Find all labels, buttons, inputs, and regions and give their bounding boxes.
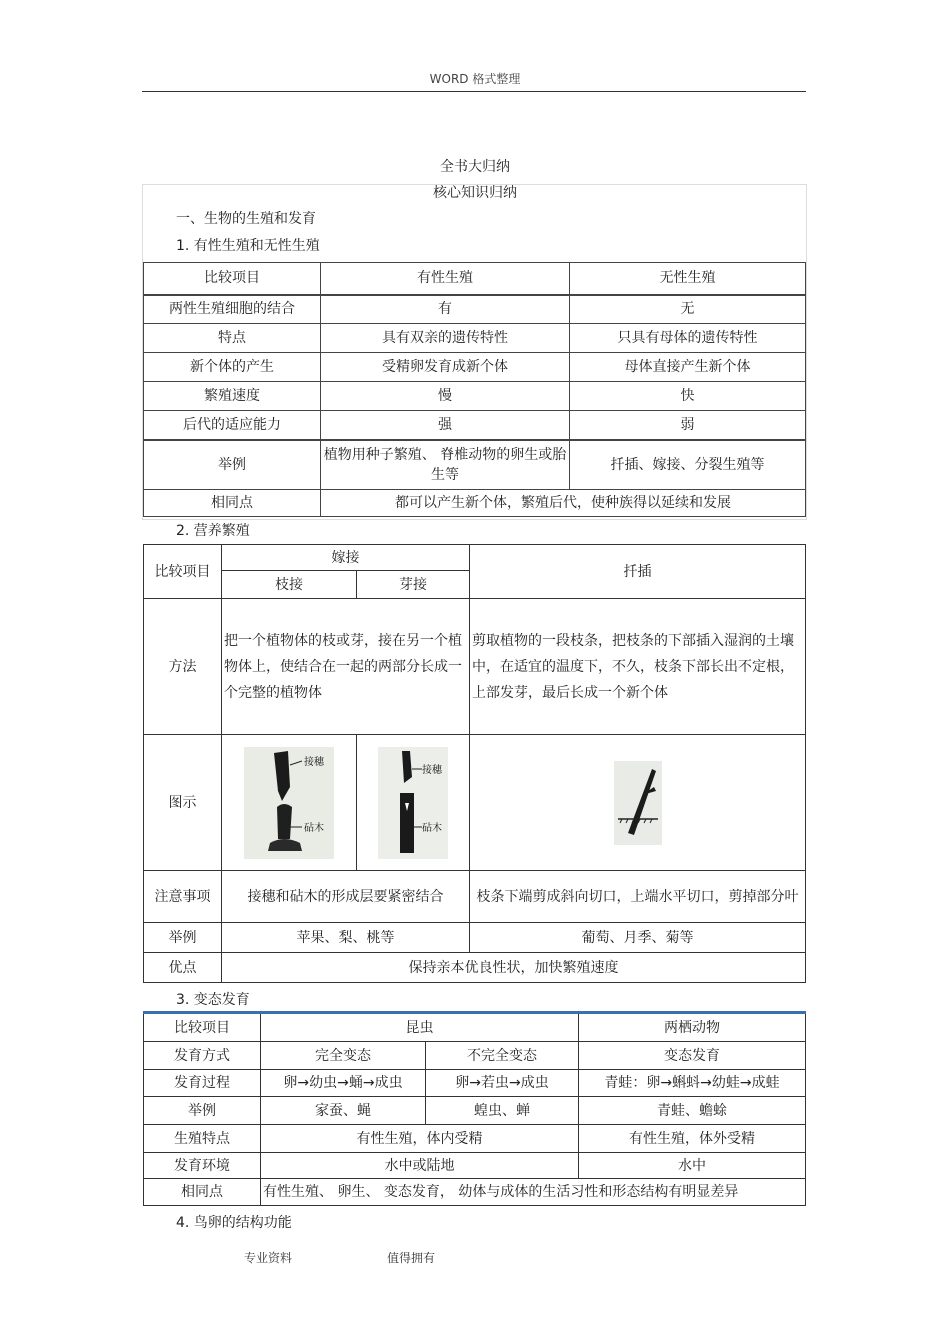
table-sexual-asexual: [143, 262, 806, 517]
cell: 青蛙、蟾蜍: [579, 1097, 806, 1125]
row-label: 图示: [144, 735, 222, 871]
cell: 具有双亲的遗传特性: [321, 324, 570, 353]
table-row: [144, 1097, 806, 1125]
table-row: [144, 1042, 806, 1070]
table-row: [144, 1153, 806, 1179]
cell: 卵→幼虫→蛹→成虫: [261, 1070, 426, 1097]
cell: 枝条下端剪成斜向切口，上端水平切口，剪掉部分叶: [470, 871, 806, 923]
subsection-heading-4: 4. 鸟卵的结构功能: [176, 1215, 292, 1231]
bud-graft-illustration: [378, 747, 448, 859]
table-row: [144, 953, 806, 983]
figure-branch-graft: [222, 735, 357, 871]
figure-bud-graft: [357, 735, 470, 871]
cell: 家蚕、蝇: [261, 1097, 426, 1125]
row-label: 新个体的产生: [144, 353, 321, 382]
cell: 弱: [570, 411, 806, 440]
cell: 保持亲本优良性状，加快繁殖速度: [222, 953, 806, 983]
table-header-row: [144, 545, 806, 571]
page-header: WORD 格式整理: [429, 72, 521, 86]
header-divider: [142, 91, 806, 92]
table-row: [144, 382, 806, 411]
label-stock: 砧木: [304, 822, 324, 834]
cell: 不完全变态: [426, 1042, 579, 1070]
label-scion: 接穗: [304, 756, 324, 768]
table-row: [144, 490, 806, 517]
cell: 葡萄、月季、菊等: [470, 923, 806, 953]
cell: 苹果、梨、桃等: [222, 923, 470, 953]
header-cell: 两栖动物: [579, 1013, 806, 1042]
cell: 卵→若虫→成虫: [426, 1070, 579, 1097]
cell: 青蛙：卵→蝌蚪→幼蛙→成蛙: [579, 1070, 806, 1097]
header-cell: 比较项目: [144, 545, 222, 599]
cell: 变态发育: [579, 1042, 806, 1070]
subsection-heading-1: 1. 有性生殖和无性生殖: [176, 238, 320, 254]
row-label: 优点: [144, 953, 222, 983]
row-label: 特点: [144, 324, 321, 353]
row-label: 生殖特点: [144, 1125, 261, 1153]
row-label: 相同点: [144, 1179, 261, 1206]
table-row: [144, 599, 806, 735]
header-cell: 芽接: [357, 571, 470, 599]
subsection-heading-3: 3. 变态发育: [176, 992, 250, 1008]
row-label: 后代的适应能力: [144, 411, 321, 440]
row-label: 两性生殖细胞的结合: [144, 295, 321, 324]
table-vegetative-propagation: [143, 544, 806, 983]
table-row: [144, 411, 806, 440]
label-scion: 接穗: [422, 764, 442, 776]
page-subtitle: 核心知识归纳: [433, 185, 517, 201]
figure-cutting: [470, 735, 806, 871]
table-row: [144, 1125, 806, 1153]
row-label: 相同点: [144, 490, 321, 517]
header-cell: 枝接: [222, 571, 357, 599]
header-cell: 扦插: [470, 545, 806, 599]
table-row: [144, 295, 806, 324]
cell: 有性生殖，体内受精: [261, 1125, 579, 1153]
cell: 有性生殖，体外受精: [579, 1125, 806, 1153]
cell: 无: [570, 295, 806, 324]
table-row: [144, 324, 806, 353]
cell: 快: [570, 382, 806, 411]
row-label: 发育方式: [144, 1042, 261, 1070]
subsection-heading-2: 2. 营养繁殖: [176, 523, 250, 539]
cell: 完全变态: [261, 1042, 426, 1070]
row-label: 举例: [144, 440, 321, 490]
table-row: [144, 1179, 806, 1206]
footer-right: 值得拥有: [387, 1251, 436, 1265]
row-label: 发育环境: [144, 1153, 261, 1179]
table-row: [144, 923, 806, 953]
row-label: 举例: [144, 1097, 261, 1125]
cell: 植物用种子繁殖、 脊椎动物的卵生或胎生等: [321, 440, 570, 490]
table-metamorphosis: [143, 1011, 806, 1206]
row-label: 发育过程: [144, 1070, 261, 1097]
cell: 慢: [321, 382, 570, 411]
table-row: [144, 735, 806, 871]
header-cell: 嫁接: [222, 545, 470, 571]
footer-left: 专业资料: [244, 1251, 293, 1265]
page-title: 全书大归纳: [440, 159, 510, 175]
cell: 只具有母体的遗传特性: [570, 324, 806, 353]
cell: 母体直接产生新个体: [570, 353, 806, 382]
cell: 接穗和砧木的形成层要紧密结合: [222, 871, 470, 923]
label-stock: 砧木: [422, 822, 442, 834]
table-row: [144, 871, 806, 923]
table-header-row: [144, 263, 806, 295]
row-label: 举例: [144, 923, 222, 953]
cell: 都可以产生新个体，繁殖后代，使种族得以延续和发展: [321, 490, 806, 517]
cell: 水中: [579, 1153, 806, 1179]
cell: 有性生殖、 卵生、 变态发育， 幼体与成体的生活习性和形态结构有明显差异: [261, 1179, 806, 1206]
header-cell: 比较项目: [144, 263, 321, 295]
section-heading-1: 一、生物的生殖和发育: [176, 211, 316, 227]
cell: 剪取植物的一段枝条，把枝条的下部插入湿润的土壤中，在适宜的温度下，不久，枝条下部长出不定根，上部发芽，最后长成一个新个体: [470, 599, 806, 735]
header-cell: 比较项目: [144, 1013, 261, 1042]
table-row: [144, 1070, 806, 1097]
cell: 水中或陆地: [261, 1153, 579, 1179]
cell: 扦插、嫁接、分裂生殖等: [570, 440, 806, 490]
cell: 受精卵发育成新个体: [321, 353, 570, 382]
table-row: [144, 353, 806, 382]
header-cell: 无性生殖: [570, 263, 806, 295]
cell: 蝗虫、蝉: [426, 1097, 579, 1125]
cell: 有: [321, 295, 570, 324]
cell: 把一个植物体的枝或芽，接在另一个植物体上，使结合在一起的两部分长成一个完整的植物体: [222, 599, 470, 735]
row-label: 繁殖速度: [144, 382, 321, 411]
cutting-illustration: [614, 761, 662, 845]
row-label: 方法: [144, 599, 222, 735]
row-label: 注意事项: [144, 871, 222, 923]
header-cell: 有性生殖: [321, 263, 570, 295]
cell: 强: [321, 411, 570, 440]
header-cell: 昆虫: [261, 1013, 579, 1042]
table-row: [144, 440, 806, 490]
table-header-row: [144, 1013, 806, 1042]
branch-graft-illustration: [244, 747, 334, 859]
